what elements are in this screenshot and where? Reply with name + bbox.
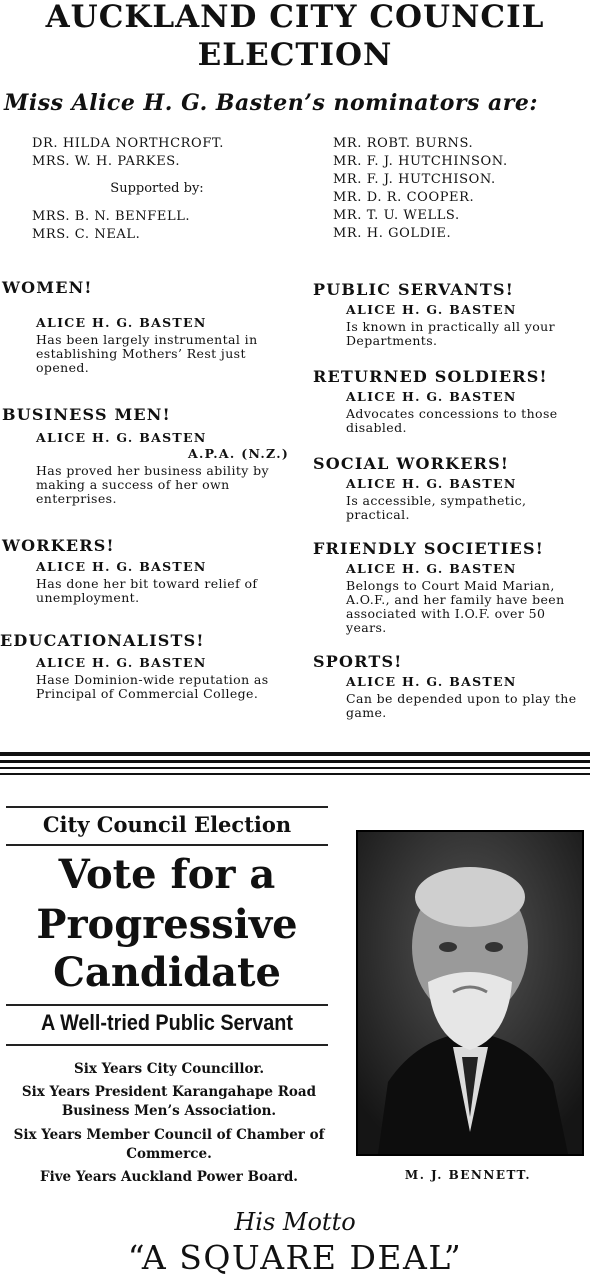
candidate-name: ALICE H. G. BASTEN — [346, 674, 517, 689]
ad-top-rule — [6, 806, 328, 808]
section-text: Can be depended upon to play the game. — [346, 691, 577, 720]
ad-rule — [6, 1044, 328, 1046]
vote-line-2: Progressive — [36, 901, 298, 948]
section-heading: RETURNED SOLDIERS! — [313, 367, 548, 386]
section-sports — [313, 652, 590, 720]
candidate-affiliation: A.P.A. (N.Z.) — [188, 446, 290, 461]
supporters-left — [32, 208, 190, 244]
section-text: Advocates concessions to those disabled. — [346, 406, 558, 435]
section-educationalists — [0, 631, 302, 701]
supported-by-label: Supported by: — [110, 181, 204, 196]
header-title-line1: AUCKLAND CITY COUNCIL — [45, 0, 545, 35]
credential-2: Six Years President Karangahape Road Business Men’s Association. — [21, 1084, 317, 1119]
section-text: Is accessible, sympathetic, practical. — [346, 493, 527, 522]
section-heading: BUSINESS MEN! — [2, 405, 171, 424]
separator-rule — [0, 752, 590, 756]
candidate-name: ALICE H. G. BASTEN — [346, 561, 517, 576]
supporter-name: MRS. C. NEAL. — [32, 227, 141, 242]
section-text: Is known in practically all your Departments. — [346, 319, 555, 348]
header-title-line2: ELECTION — [197, 37, 393, 73]
section-social-workers — [313, 454, 590, 522]
vote-line-1: Vote for a — [58, 851, 276, 898]
section-text: Has proved her business ability by making a success of her own enterprises. — [36, 463, 269, 506]
credential-4: Five Years Auckland Power Board. — [40, 1169, 298, 1185]
section-returned-soldiers — [313, 367, 590, 435]
section-text: Has done her bit toward relief of unemployment. — [36, 576, 258, 605]
section-heading: WOMEN! — [2, 278, 93, 297]
candidate-name: ALICE H. G. BASTEN — [36, 315, 207, 330]
nominator-name: MR. ROBT. BURNS. — [333, 136, 474, 151]
section-workers — [2, 536, 302, 605]
nominator-name: MR. D. R. COOPER. — [333, 190, 475, 205]
section-heading: SOCIAL WORKERS! — [313, 454, 510, 473]
nominators-heading: Miss Alice H. G. Basten’s nominators are: — [4, 90, 538, 116]
candidate-name: ALICE H. G. BASTEN — [346, 302, 517, 317]
separator-rule — [0, 767, 590, 769]
photo-caption: M. J. BENNETT. — [404, 1168, 532, 1182]
section-women — [2, 278, 302, 375]
vote-line-3: Candidate — [53, 949, 281, 996]
candidate-name: ALICE H. G. BASTEN — [36, 655, 207, 670]
nominator-name: MRS. W. H. PARKES. — [32, 154, 181, 169]
candidate-name: ALICE H. G. BASTEN — [36, 559, 207, 574]
motto-text: “A SQUARE DEAL” — [127, 1238, 463, 1277]
separator-rule — [0, 773, 590, 775]
candidate-name: ALICE H. G. BASTEN — [346, 476, 517, 491]
nominator-name: MR. H. GOLDIE. — [333, 226, 452, 241]
ad-rule — [6, 844, 328, 846]
nominators-left — [32, 135, 224, 171]
credential-1: Six Years City Councillor. — [73, 1061, 265, 1077]
ad-rule — [6, 1004, 328, 1006]
nominator-name: DR. HILDA NORTHCROFT. — [32, 136, 225, 151]
section-text: Hase Dominion-wide reputation as Principal of Commercial College. — [36, 672, 269, 701]
section-friendly-societies — [313, 539, 590, 635]
nominator-name: MR. T. U. WELLS. — [333, 208, 460, 223]
separator-rule — [0, 760, 590, 763]
ad-subtitle: A Well-tried Public Servant — [41, 1010, 293, 1035]
section-text: Belongs to Court Maid Marian, A.O.F., and her family have been associated with I.O.F. over 50 years. — [346, 578, 565, 635]
nominator-name: MR. F. J. HUTCHINSON. — [333, 154, 508, 169]
section-heading: PUBLIC SERVANTS! — [313, 280, 514, 299]
section-heading: SPORTS! — [313, 652, 403, 671]
nominators-right — [333, 135, 508, 243]
section-heading: EDUCATIONALISTS! — [0, 631, 205, 650]
supporter-name: MRS. B. N. BENFELL. — [32, 209, 191, 224]
nominator-name: MR. F. J. HUTCHISON. — [333, 172, 496, 187]
section-heading: WORKERS! — [2, 536, 115, 555]
motto-label: His Motto — [234, 1208, 356, 1236]
credential-3: Six Years Member Council of Chamber of Commerce. — [13, 1127, 325, 1162]
candidate-name: ALICE H. G. BASTEN — [346, 389, 517, 404]
section-public-servants — [313, 280, 590, 348]
portrait-photo — [356, 830, 584, 1156]
candidate-name: ALICE H. G. BASTEN — [36, 430, 207, 445]
section-heading: FRIENDLY SOCIETIES! — [313, 539, 544, 558]
ad-title: City Council Election — [42, 812, 292, 837]
section-text: Has been largely instrumental in establishing Mothers’ Rest just opened. — [36, 332, 258, 375]
section-business-men — [2, 405, 302, 506]
